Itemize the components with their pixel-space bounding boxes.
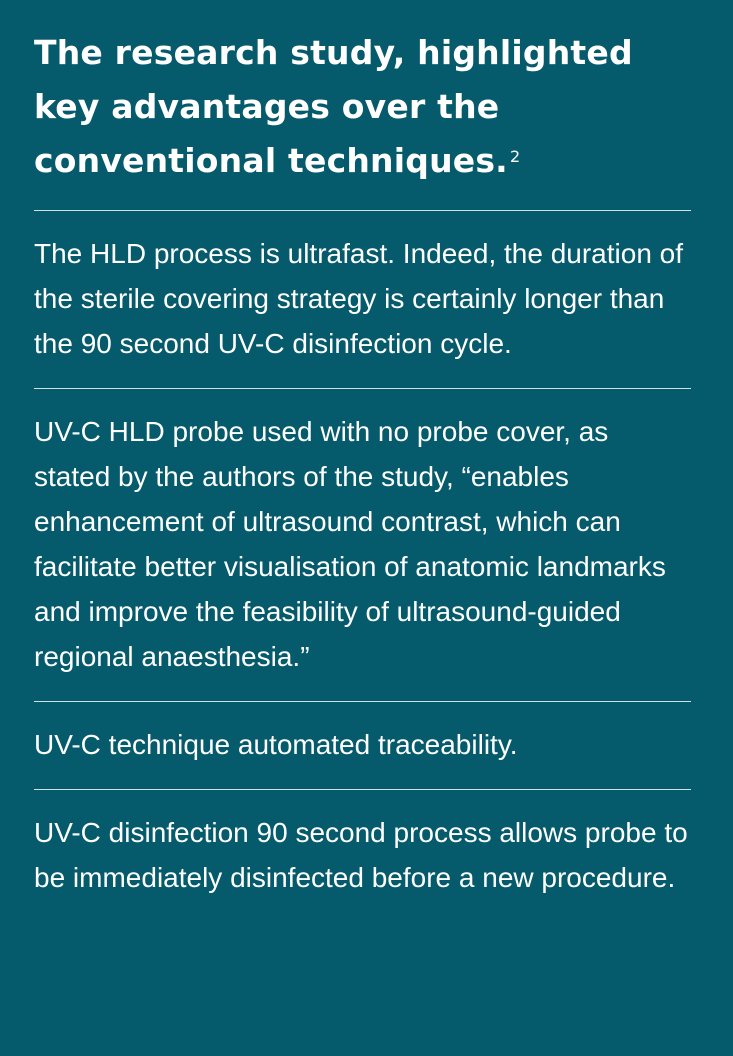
advantage-item-ultrafast: The HLD process is ultrafast. Indeed, the duration of the sterile covering strategy is certainly longer than the 90 second UV-C disinfection cycle. [34, 238, 684, 359]
divider [34, 789, 691, 790]
advantage-item-traceability: UV-C technique automated traceability. [34, 729, 518, 760]
heading-text: The research study, highlighted key advantages over the conventional techniques. [34, 33, 633, 180]
advantage-item-no-probe-cover: UV-C HLD probe used with no probe cover, as stated by the authors of the study, “enables enhancement of ultrasound contrast, which can facilitate better visualisation of anatomic landmarks and improve the feasibility of ultrasound-guided regional anaesthesia.” [34, 416, 666, 672]
panel-heading [34, 26, 691, 188]
advantage-item-immediate-disinfection: UV-C disinfection 90 second process allows probe to be immediately disinfected before a new procedure. [34, 817, 688, 893]
heading-reference: 2 [509, 147, 521, 166]
divider [34, 701, 691, 702]
divider [34, 210, 691, 211]
divider [34, 388, 691, 389]
